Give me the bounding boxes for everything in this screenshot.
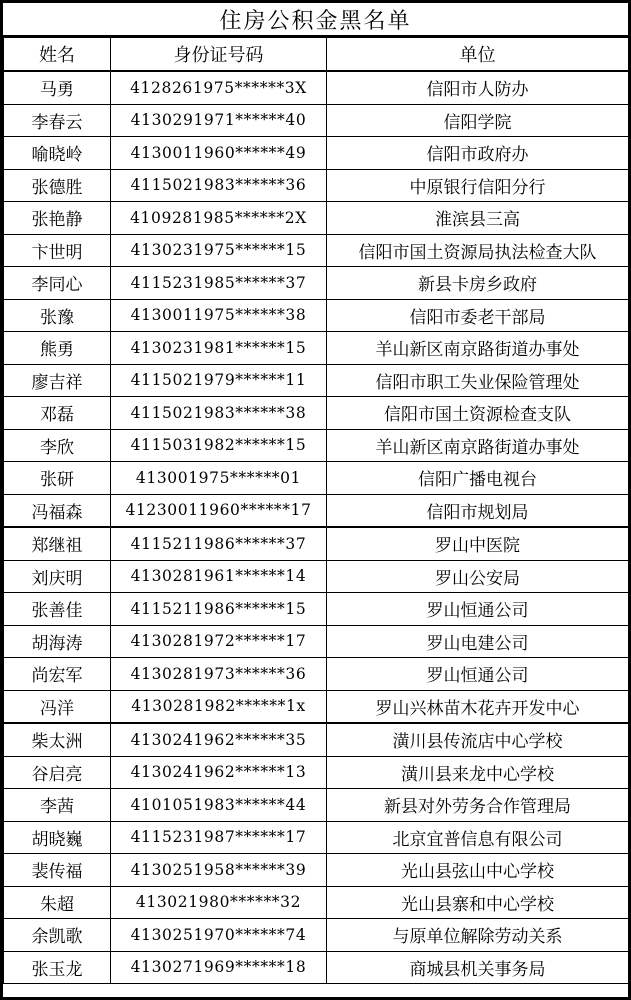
id-cell: 4130011975******38 [111, 299, 327, 332]
id-cell: 4130231975******15 [111, 234, 327, 267]
table-row [4, 169, 629, 202]
unit-cell: 罗山兴林苗木花卉开发中心 [327, 690, 629, 723]
unit-cell: 罗山电建公司 [327, 625, 629, 658]
table-row [4, 71, 629, 104]
table-row [4, 527, 629, 560]
table-row [4, 397, 629, 430]
id-cell: 4115021979******11 [111, 364, 327, 397]
table-row [4, 332, 629, 365]
unit-cell: 潢川县来龙中心学校 [327, 756, 629, 789]
table-row [4, 593, 629, 626]
unit-cell: 信阳市人防办 [327, 71, 629, 104]
table-row [4, 560, 629, 593]
id-cell: 4115231987******17 [111, 821, 327, 854]
name-cell: 尚宏军 [4, 658, 111, 691]
name-cell: 李春云 [4, 104, 111, 137]
unit-cell: 北京宜普信息有限公司 [327, 821, 629, 854]
table-row [4, 821, 629, 854]
table-row [4, 658, 629, 691]
unit-cell: 信阳市规划局 [327, 494, 629, 527]
name-cell: 朱超 [4, 886, 111, 919]
table-row [4, 137, 629, 170]
unit-cell: 信阳市委老干部局 [327, 299, 629, 332]
name-cell: 胡海涛 [4, 625, 111, 658]
column-header-unit: 单位 [327, 38, 629, 72]
unit-cell: 信阳市政府办 [327, 137, 629, 170]
id-cell: 4130241962******35 [111, 723, 327, 756]
id-cell: 4130281961******14 [111, 560, 327, 593]
unit-cell: 新县卡房乡政府 [327, 267, 629, 300]
table-row [4, 723, 629, 756]
name-cell: 张善佳 [4, 593, 111, 626]
name-cell: 张艳静 [4, 202, 111, 235]
unit-cell: 罗山恒通公司 [327, 658, 629, 691]
id-cell: 4130271969******18 [111, 951, 327, 984]
name-cell: 张研 [4, 462, 111, 495]
unit-cell: 信阳学院 [327, 104, 629, 137]
id-cell: 4115031982******15 [111, 429, 327, 462]
name-cell: 胡晓巍 [4, 821, 111, 854]
id-cell: 4130281982******1x [111, 690, 327, 723]
name-cell: 马勇 [4, 71, 111, 104]
unit-cell: 信阳广播电视台 [327, 462, 629, 495]
id-cell: 4115021983******38 [111, 397, 327, 430]
name-cell: 李茜 [4, 789, 111, 822]
blacklist-table [3, 37, 629, 984]
column-header-name: 姓名 [4, 38, 111, 72]
table-row [4, 494, 629, 527]
name-cell: 柴太洲 [4, 723, 111, 756]
id-cell: 4130281972******17 [111, 625, 327, 658]
name-cell: 李同心 [4, 267, 111, 300]
name-cell: 张豫 [4, 299, 111, 332]
table-row [4, 854, 629, 887]
unit-cell: 潢川县传流店中心学校 [327, 723, 629, 756]
unit-cell: 罗山中医院 [327, 527, 629, 560]
name-cell: 郑继祖 [4, 527, 111, 560]
column-header-id: 身份证号码 [111, 38, 327, 72]
id-cell: 4115231985******37 [111, 267, 327, 300]
name-cell: 张玉龙 [4, 951, 111, 984]
unit-cell: 信阳市国土资源检查支队 [327, 397, 629, 430]
id-cell: 4115211986******15 [111, 593, 327, 626]
unit-cell: 新县对外劳务合作管理局 [327, 789, 629, 822]
name-cell: 冯福森 [4, 494, 111, 527]
id-cell: 4130241962******13 [111, 756, 327, 789]
id-cell: 4130231981******15 [111, 332, 327, 365]
id-cell: 4130291971******40 [111, 104, 327, 137]
name-cell: 喻晓岭 [4, 137, 111, 170]
table-row [4, 951, 629, 984]
id-cell: 4109281985******2X [111, 202, 327, 235]
unit-cell: 商城县机关事务局 [327, 951, 629, 984]
id-cell: 4130251958******39 [111, 854, 327, 887]
id-cell: 41230011960******17 [111, 494, 327, 527]
table-row [4, 625, 629, 658]
header-row [4, 38, 629, 72]
table-row [4, 429, 629, 462]
name-cell: 卞世明 [4, 234, 111, 267]
table-row [4, 364, 629, 397]
unit-cell: 羊山新区南京路街道办事处 [327, 332, 629, 365]
name-cell: 张德胜 [4, 169, 111, 202]
unit-cell: 罗山公安局 [327, 560, 629, 593]
table-row [4, 789, 629, 822]
id-cell: 4115021983******36 [111, 169, 327, 202]
name-cell: 裴传福 [4, 854, 111, 887]
unit-cell: 中原银行信阳分行 [327, 169, 629, 202]
table-row [4, 756, 629, 789]
table-row [4, 234, 629, 267]
name-cell: 刘庆明 [4, 560, 111, 593]
table-row [4, 462, 629, 495]
table-row [4, 299, 629, 332]
table-row [4, 104, 629, 137]
name-cell: 谷启亮 [4, 756, 111, 789]
unit-cell: 光山县弦山中心学校 [327, 854, 629, 887]
id-cell: 4128261975******3X [111, 71, 327, 104]
unit-cell: 罗山恒通公司 [327, 593, 629, 626]
unit-cell: 羊山新区南京路街道办事处 [327, 429, 629, 462]
table-row [4, 886, 629, 919]
id-cell: 413001975******01 [111, 462, 327, 495]
name-cell: 廖吉祥 [4, 364, 111, 397]
table-row [4, 690, 629, 723]
id-cell: 4130011960******49 [111, 137, 327, 170]
table-row [4, 202, 629, 235]
id-cell: 4130251970******74 [111, 919, 327, 952]
document-title: 住房公积金黑名单 [3, 3, 628, 37]
name-cell: 邓磊 [4, 397, 111, 430]
table-row [4, 919, 629, 952]
unit-cell: 与原单位解除劳动关系 [327, 919, 629, 952]
unit-cell: 信阳市国土资源局执法检查大队 [327, 234, 629, 267]
name-cell: 熊勇 [4, 332, 111, 365]
table-row [4, 267, 629, 300]
id-cell: 4115211986******37 [111, 527, 327, 560]
unit-cell: 淮滨县三高 [327, 202, 629, 235]
id-cell: 4130281973******36 [111, 658, 327, 691]
unit-cell: 光山县寨和中心学校 [327, 886, 629, 919]
unit-cell: 信阳市职工失业保险管理处 [327, 364, 629, 397]
name-cell: 余凯歌 [4, 919, 111, 952]
name-cell: 冯洋 [4, 690, 111, 723]
name-cell: 李欣 [4, 429, 111, 462]
id-cell: 413021980******32 [111, 886, 327, 919]
id-cell: 4101051983******44 [111, 789, 327, 822]
